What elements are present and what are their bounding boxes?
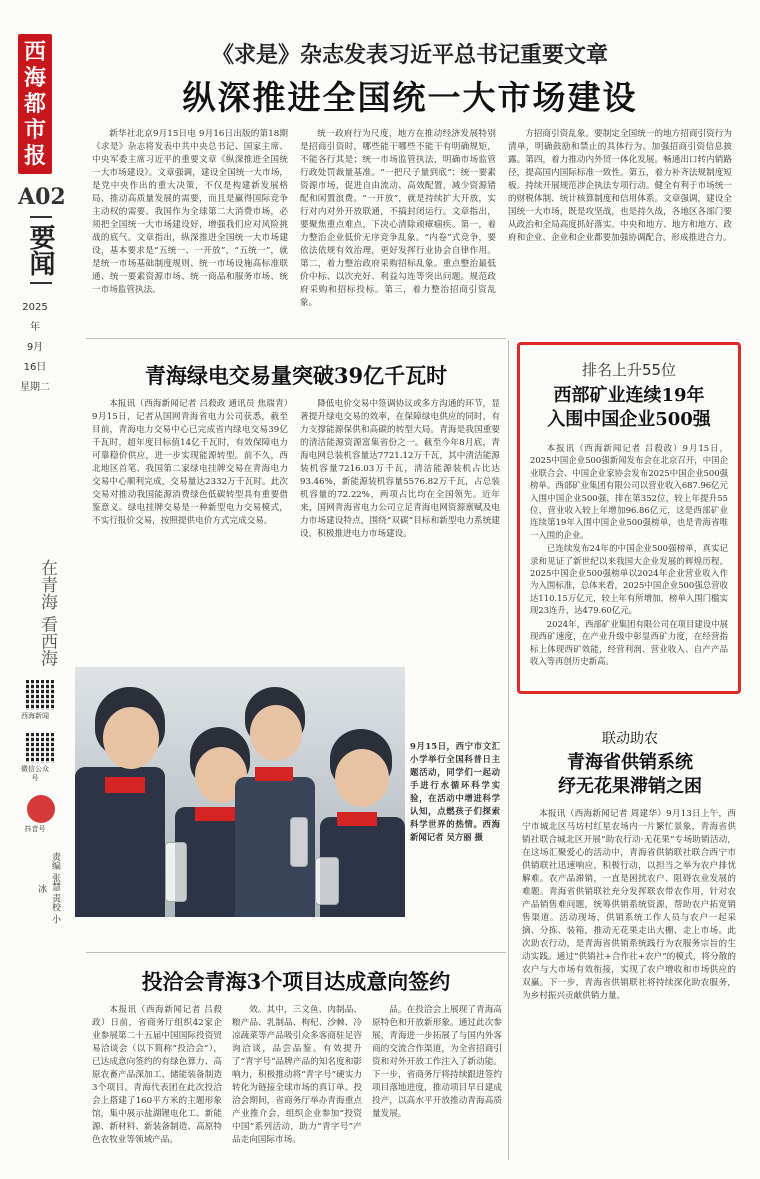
- editor-credit: 责编 张慧 责校 小冰: [36, 852, 60, 924]
- lead-text: 方招商引资乱象。要制定全国统一的地方招商引资行为清单，明确鼓励和禁止的具体行为。加强招商引资信息披露。第四，着力推动内外贸一体化发展。畅通出口转内销路径，提高国内国际标准一致性。第五，着力补齐法规制度短板。持续开展规范涉企执法专项行动。健全有利于市场统一的财税体制、统计核算制度和信用体系。文章强调，建设全国统一大市场，既是攻坚战，也是持久战，各地区各部门要从政治和全局高度抓好落实。中央和地方、地方和地方、政府和企业、企业和企业都要加强协调配合，形成推进合力。: [508, 129, 732, 243]
- invest-text: 效。其中，三文鱼、肉制品、粮产品、乳制品、枸杞、沙棘、冷凉蔬菜等产品吸引众多客商驻足咨询洽谈，品尝品鉴。有效提升了“青字号”品牌产品的知名度和影响力，积极推动将“青字号”硬实力转化为链接全球市场的真订单。投洽会期间，省商务厅举办青海重点产业推介会，组织企业参加“投资中国”系列活动，助力“青字号”产品走向国际市场。: [232, 1005, 362, 1145]
- logo-char: 都: [23, 91, 46, 117]
- mining-body: [520, 432, 738, 690]
- lead-headline: 纵深推进全国统一大市场建设: [182, 78, 638, 117]
- qr-label: 微信公众号: [21, 765, 49, 782]
- green-text: 降低电价交易中签调协议或多方沟通的环节，显著提升绿电交易的效率，在保障绿电供应的同时，有力支撑能源保供和高碳的转型大局。青海是我国重要的清洁能源资源富集省份之一。截至今年8月底，青海电网总装机容量达7721.12万千瓦，其中清洁能源装机容量7216.03万千瓦，清洁能源装机占比达93.46%，新能源装机容量5576.82万千瓦，占总装机容量的72.22%，两项占比均在全国领先。近年来，国网青海省电力公司立足青海电网资源禀赋及电力市场建设特点，围绕“双碳”目标和新型电力系统建设，积极推进电力市场建设。: [300, 399, 500, 539]
- invest-text: 品。在投洽会上展现了青海高原特色和开放新形象。通过此次参展，青海进一步拓展了与国内外客商的交流合作渠道，为全省招商引资和对外开放工作注入了新动能。下一步，省商务厅将持续跟进签约项目落地进度，推动项目早日建成投产，以高水平开放推动青海高质量发展。: [372, 1005, 502, 1119]
- divider: [30, 282, 52, 284]
- supply-headline-1: 青海省供销系统: [567, 752, 693, 773]
- logo-char: 报: [23, 143, 46, 169]
- douyin-icon[interactable]: [27, 795, 55, 823]
- invest-column-2: [232, 1004, 362, 1164]
- slogan: 在青海 看西海: [37, 559, 57, 667]
- qr-label: 抖音号: [24, 825, 46, 833]
- logo-char: 市: [23, 117, 46, 143]
- date-day: 16日: [23, 362, 47, 373]
- divider: [508, 340, 509, 1160]
- mining-feature-box: [517, 342, 741, 694]
- green-column-2: [300, 398, 500, 648]
- date-weekday: 星期二: [20, 382, 50, 393]
- invest-headline: 投洽会青海3个项目达成意向签约: [141, 969, 451, 994]
- supply-kicker: 联动助农: [602, 731, 658, 747]
- supply-body: [522, 808, 736, 1158]
- lead-column-2: [300, 128, 496, 328]
- mining-paragraph: 2024年，西部矿业集团有限公司在项目建设中展现西矿速度，在产业升级中彰显西矿力度，在经营指标上体现西矿效能，经营利润、营业收入、自产产品收入等再创历史新高。: [530, 618, 728, 666]
- logo-char: 西: [23, 39, 46, 65]
- edition-number: A02: [18, 184, 66, 210]
- lead-column-3: [508, 128, 732, 328]
- qr-code[interactable]: [26, 733, 56, 763]
- mining-headline-2: 入围中国企业500强: [547, 409, 711, 430]
- lead-text: 统一政府行为尺度，地方在推动经济发展特别是招商引资时，哪些能干哪些不能干有明确规矩，不能各行其是；统一市场监管执法，明确市场监管行政处罚裁量基准。“一把尺子量到底”；统一要素资源市场，促进自由流动、高效配置，减少资源错配和闲置浪费。“一开放”，就是持续扩大开放，实行对内对外开放联通，不搞封闭运行。文章指出，要聚焦重点难点，下决心清除顽瘴痼疾。第一，着力整治企业低价无序竞争乱象。“内卷”式竞争，要依法依规有效治理，更好发挥行业协会自律作用。第二，着力整治政府采购招标乱象。重点整治最低价中标、以次充好、利益勾连等突出问题。规范政府采购和招标投标。第三，着力整治招商引资乱象。: [300, 129, 496, 308]
- green-headline: 青海绿电交易量突破39亿千瓦时: [144, 363, 448, 388]
- section-name: 要闻: [25, 224, 55, 276]
- invest-text: 本报讯（西海新闻记者 吕殺政）日前，省商务厅组织42家企业参展第二十五届中国国际投资贸易洽谈会（以下简称“投洽会”），已达成意向签约的有绿色算力、高原农畜产品深加工、储能装备制造3个项目。青海代表团在此次投洽会上搭建了160平方米的主题形象馆，集中展示盐湖锂电化工、新能源、新材料、新装备制造、高原特色农牧业等领域产品。: [92, 1005, 222, 1145]
- green-column-1: [92, 398, 288, 648]
- invest-column-1: [92, 1004, 222, 1164]
- issue-date: [18, 298, 52, 398]
- invest-column-3: [372, 1004, 502, 1164]
- mining-paragraph: 已连续发布24年的中国企业500强榜单，真实记录和见证了新世纪以来我国大企业发展的辉煌历程。2025中国企业500强榜单以2024年企业营业收入作为入围标准，总体来看，2025中国企业500强总营收达110.15万亿元，较上年有所增加，榜单入围门槛实现23连升，达479.60亿元。: [530, 543, 728, 616]
- qr-code[interactable]: [26, 680, 56, 710]
- logo-char: 海: [23, 65, 46, 91]
- lead-text: 新华社北京9月15日电 9月16日出版的第18期《求是》杂志将发表中共中央总书记、国家主席、中央军委主席习近平的重要文章《纵深推进全国统一大市场建设》。文章强调，建设全国统一大市场，是党中央作出的重大决策，不仅是构建新发展格局、推动高质量发展的需要，而且是赢得国际竞争主动权的需要。我国作为全球第二大消费市场，必须把全国统一大市场建设好，增强我们应对风险挑战的底气。文章指出，纵深推进全国统一大市场建设，基本要求是“五统一、一开放”，“五统一”，就是统一市场基础制度规则、统一市场设施高标准联通、统一要素资源市场、统一商品和服务市场、统一市场监管执法。: [92, 129, 288, 295]
- newspaper-logo: [18, 34, 52, 174]
- news-photo: [75, 667, 405, 917]
- mining-headline-1: 西部矿业连续19年: [553, 385, 705, 406]
- green-text: 本报讯（西海新闻记者 吕殺政 通讯员 焦瑞青）9月15日，记者从国网青海省电力公司获悉，截至目前，青海电力交易中心已完成省内绿电交易39亿千瓦时，超年度目标值14亿千瓦时，有效保障电力可靠稳价供应，进一步实现能源转型。前不久，西北地区首笔、我国第二家绿电挂牌交易在青海电力交易中心顺利完成，交易量达2332万千瓦时。此次交易对推动我国能源消费绿色低碳转型具有重要借鉴意义。绿电挂牌交易是一种新型电力交易模式，不实行报价交易，按照提供电价方式完成交易。: [92, 399, 288, 526]
- masthead: [18, 34, 64, 1154]
- lead-kicker: 《求是》杂志发表习近平总书记重要文章: [211, 42, 608, 68]
- lead-column-1: [92, 128, 288, 328]
- divider: [30, 216, 52, 218]
- photo-caption: 9月15日，西宁市文汇小学举行全国科普日主题活动，同学们一起动手进行水循环科学实验，在活动中增进科学认知，点燃孩子们探索科学世界的热情。西海新闻记者 吴方丽 摄: [410, 741, 500, 842]
- supply-headline-2: 纾无花果滞销之困: [558, 776, 702, 797]
- date-year: 2025年: [22, 302, 48, 333]
- mining-kicker: 排名上升55位: [581, 361, 677, 379]
- mining-paragraph: 本报讯（西海新闻记者 吕殺政）9月15日，2025中国企业500强新闻发布会在北京召开，中国企业联合会、中国企业家协会发布2025中国企业500强榜单。西部矿业集团有限公司以营业收入687.96亿元入围中国企业500强，排在第352位，较上年提升55位，营业收入较上年增加96.86亿元，这是西部矿业连续第19年入围中国企业500强榜单，也是青海省唯一入围的企业。: [530, 443, 728, 540]
- divider: [86, 338, 506, 339]
- date-month: 9月: [26, 342, 44, 353]
- supply-text: 本报讯（西海新闻记者 周建华）9月13日上午，西宁市城北区马坊村红星农场内一片繁忙景象，青海省供销社联合城北区开展“助农行动·无花果”专场助销活动，在这场汇聚爱心的活动中，青海省供销联社联合西宁市供销联社迅速响应，积极行动，以担当之举为农户排忧解难。农产品滞销，一直是困扰农户、阻碍农业发展的难题。青海省供销联社充分发挥联农带农作用，针对农产品销售难问题，统筹供销系统资源，帮助农户拓宽销售渠道。活动现场，供销系统工作人员与农户一起采摘、分拣、装箱，推动无花果走出大棚、走上市场。此次助农行动，是青海省供销系统践行为农服务宗旨的生动实践。通过“供销社+合作社+农户”的模式，将分散的农户与大市场有效衔接，实现了农户增收和市场供应的双赢。下一步，青海省供销联社将持续深化助农服务，为乡村振兴贡献供销力量。: [522, 809, 736, 1001]
- divider: [86, 952, 506, 953]
- qr-label: 西海新闻: [21, 712, 49, 720]
